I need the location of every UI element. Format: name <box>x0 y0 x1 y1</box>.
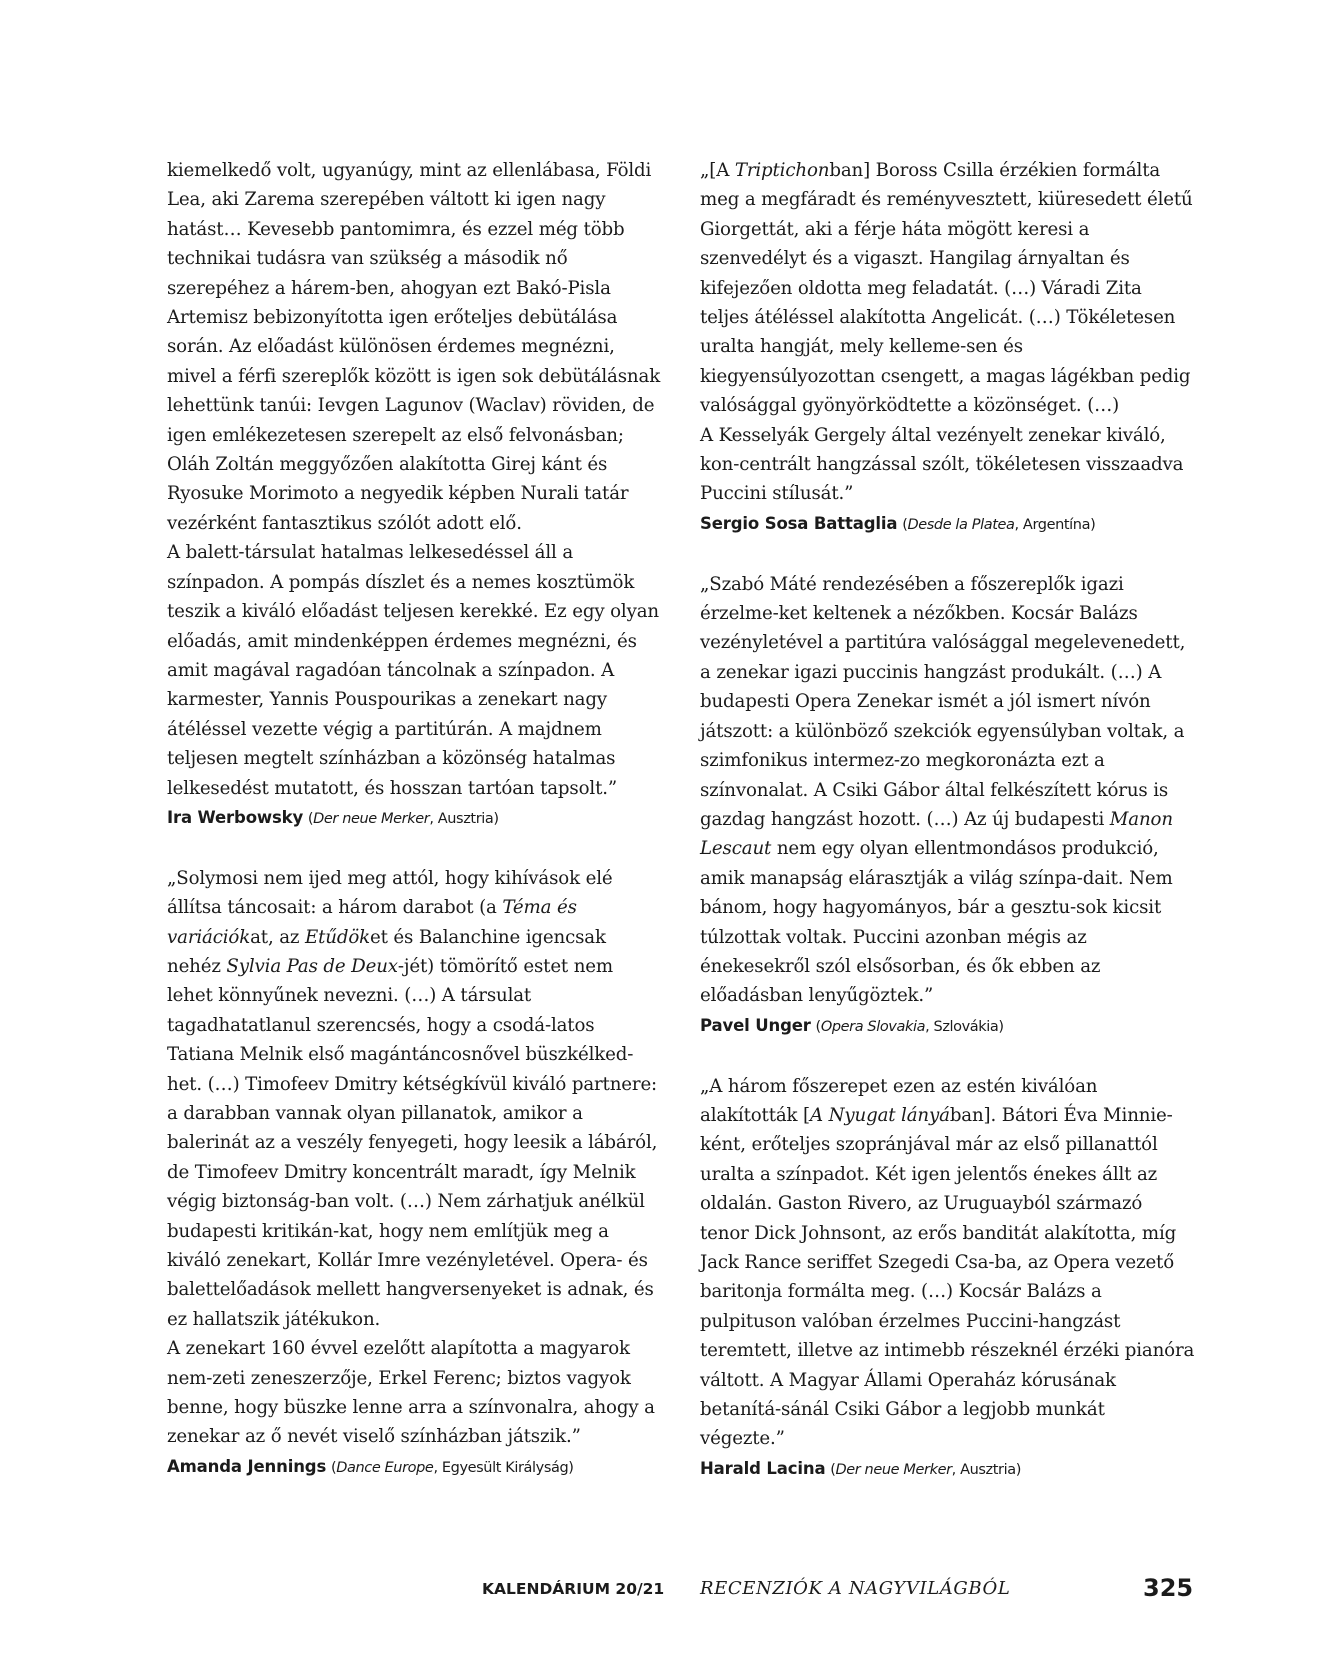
review-quote <box>167 156 662 803</box>
quote-paragraph: „[A Triptichonban] Boross Csilla érzékien formálta meg a megfáradt és reményvesztett, kiüresedett életű Giorgettát, aki a férje háta mögött keresi a szenvedélyt és a vigaszt. Hangilag árnyaltan és kifejezően oldotta meg feladatát. (…) Váradi Zita teljes átéléssel alakította Angelicát. (…) Tökéletesen uralta hangját, mely kelleme-sen és kiegyensúlyozottan csengett, a magas lágékban pedig valósággal gyönyörködtette a közönséget. (…) <box>700 160 1193 417</box>
review-credit <box>167 1452 662 1483</box>
work-title: Manon Lescaut <box>700 808 1173 860</box>
left-column <box>167 156 662 1483</box>
right-column <box>700 156 1195 1485</box>
review-credit <box>167 803 662 834</box>
source-info: (Opera Slovakia, Szlovákia) <box>815 1018 1004 1035</box>
review-quote <box>700 570 1195 1011</box>
source-country: , Szlovákia) <box>925 1018 1004 1035</box>
review-sosa-battaglia <box>700 156 1195 540</box>
source-info: (Dance Europe, Egyesült Királyság) <box>330 1459 574 1476</box>
work-title: Sylvia Pas de Deux <box>226 955 398 977</box>
source-country: , Ausztria) <box>951 1461 1021 1478</box>
source-info: (Der neue Merker, Ausztria) <box>830 1461 1021 1478</box>
publication-name: Der neue Merker <box>835 1461 952 1478</box>
author-name: Pavel Unger <box>700 1015 811 1035</box>
review-credit <box>700 1454 1195 1485</box>
magazine-name: KALENDÁRIUM 20/21 <box>482 1580 665 1598</box>
review-werbowsky <box>167 156 662 834</box>
work-title: Etűdök <box>304 926 370 948</box>
publication-name: Dance Europe <box>336 1459 434 1476</box>
work-title: A Nyugat lányá <box>810 1104 950 1126</box>
review-quote <box>700 156 1195 509</box>
section-title: RECENZIÓK A NAGYVILÁGBÓL <box>700 1578 1011 1599</box>
source-info: (Der neue Merker, Ausztria) <box>307 810 499 827</box>
quote-paragraph: A Kesselyák Gergely által vezényelt zenekar kiváló, kon-centrált hangzással szólt, tökéletesen visszaadva Puccini stílusát.” <box>700 424 1184 505</box>
review-quote <box>167 864 662 1452</box>
review-unger <box>700 570 1195 1043</box>
source-info: (Desde la Platea, Argentína) <box>902 516 1096 533</box>
publication-name: Der neue Merker <box>313 810 430 827</box>
quote-paragraph: „Szabó Máté rendezésében a főszereplők igazi érzelme-ket keltenek a nézőkben. Kocsár Balázs vezényletével a partitúra valósággal megelevenedett, a zenekar igazi puccinis hangzást produkált. (…) A budapesti Opera Zenekar ismét a jól ismert nívón játszott: a különböző szekciók egyensúlyban voltak, a szimfonikus intermez-zo megkoronázta ezt a színvonalat. A Csiki Gábor által felkészített kórus is gazdag hangzást hozott. (…) Az új budapesti Manon Lescaut nem egy olyan ellentmondásos produkció, amik manapság elárasztják a világ színpa-dait. Nem bánom, hogy hagyományos, bár a gesztu-sok kicsit túlzottak voltak. Puccini azonban mégis az énekesekről szól elsősorban, és ők ebben az előadásban lenyűgöztek.” <box>700 573 1186 1007</box>
source-country: , Egyesült Királyság) <box>433 1459 574 1476</box>
quote-paragraph: kiemelkedő volt, ugyanúgy, mint az ellenlábasa, Földi Lea, aki Zarema szerepében váltott ki igen nagy hatást… Kevesebb pantomimra, és ezzel még több technikai tudásra van szükség a második nő szerepéhez a hárem-ben, ahogyan ezt Bakó-Pisla Artemisz bebizonyította igen erőteljes debütálása során. Az előadást különösen érdemes megnézni, mivel a férfi szereplők között is igen sok debütálásnak lehettünk tanúi: Ievgen Lagunov (Waclav) röviden, de igen emlékezetesen szerepelt az első felvonásban; Oláh Zoltán meggyőzően alakította Girej kánt és Ryosuke Morimoto a negyedik képben Nurali tatár vezérként fantasztikus szólót adott elő. <box>167 160 661 534</box>
publication-name: Desde la Platea <box>907 516 1015 533</box>
page-number: 325 <box>1143 1574 1194 1602</box>
publication-name: Opera Slovakia <box>820 1018 926 1035</box>
page-footer <box>0 1574 1330 1608</box>
work-title: Téma és variációk <box>167 897 577 948</box>
quote-paragraph: A balett-társulat hatalmas lelkesedéssel áll a színpadon. A pompás díszlet és a nemes kosztümök teszik a kiváló előadást teljesen kerekké. Ez egy olyan előadás, amit mindenképpen érdemes megnézni, és amit magával ragadóan táncolnak a színpadon. A karmester, Yannis Pouspourikas a zenekart nagy átéléssel vezette végig a partitúrán. A majdnem teljesen megtelt színházban a közönség hatalmas lelkesedést mutatott, és hosszan tartóan tapsolt.” <box>167 542 659 799</box>
review-credit <box>700 1011 1195 1042</box>
source-country: , Ausztria) <box>429 810 499 827</box>
work-title: Triptichon <box>734 160 830 181</box>
author-name: Sergio Sosa Battaglia <box>700 513 898 533</box>
review-quote <box>700 1072 1195 1454</box>
author-name: Harald Lacina <box>700 1458 826 1478</box>
review-credit <box>700 509 1195 540</box>
review-lacina <box>700 1072 1195 1486</box>
quote-paragraph: „Solymosi nem ijed meg attól, hogy kihívások elé állítsa táncosait: a három darabot (a Téma és variációkat, az Etűdöket és Balanchine igencsak nehéz Sylvia Pas de Deux-jét) tömörítő estet nem lehet könnyűnek nevezni. (…) A társulat tagadhatatlanul szerencsés, hogy a csodá-latos Tatiana Melnik első magántáncosnővel büszkélked-het. (…) Timofeev Dmitry kétségkívül kiváló partnere: a darabban vannak olyan pillanatok, amikor a balerinát az a veszély fenyegeti, hogy leesik a lábáról, de Timofeev Dmitry koncentrált maradt, így Melnik végig biztonság-ban volt. (…) Nem zárhatjuk anélkül budapesti kritikán-kat, hogy nem említjük meg a kiváló zenekart, Kollár Imre vezényletével. Opera- és balettelőadások mellett hangversenyeket is adnak, és ez hallatszik játékukon. <box>167 867 658 1330</box>
author-name: Ira Werbowsky <box>167 807 304 827</box>
quote-paragraph: A zenekart 160 évvel ezelőtt alapította a magyarok nem-zeti zeneszerzője, Erkel Ferenc; biztos vagyok benne, hogy büszke lenne arra a színvonalra, ahogy a zenekar az ő nevét viselő színházban játszik.” <box>167 1338 655 1448</box>
review-jennings <box>167 864 662 1484</box>
author-name: Amanda Jennings <box>167 1456 327 1476</box>
source-country: , Argentína) <box>1014 516 1096 533</box>
quote-paragraph: „A három főszerepet ezen az estén kiválóan alakították [A Nyugat lányában]. Bátori Éva Minnie-ként, erőteljes szopránjával már az első pillanattól uralta a színpadot. Két igen jelentős énekes állt az oldalán. Gaston Rivero, az Uruguayból származó tenor Dick Johnsont, az erős banditát alakította, míg Jack Rance seriffet Szegedi Csa-ba, az Opera vezető baritonja formálta meg. (…) Kocsár Balázs a pulpituson valóban érzelmes Puccini-hangzást teremtett, illetve az intimebb részeknél érzéki pianóra váltott. A Magyar Állami Operaház kórusának betanítá-sánál Csiki Gábor a legjobb munkát végezte.” <box>700 1075 1195 1450</box>
